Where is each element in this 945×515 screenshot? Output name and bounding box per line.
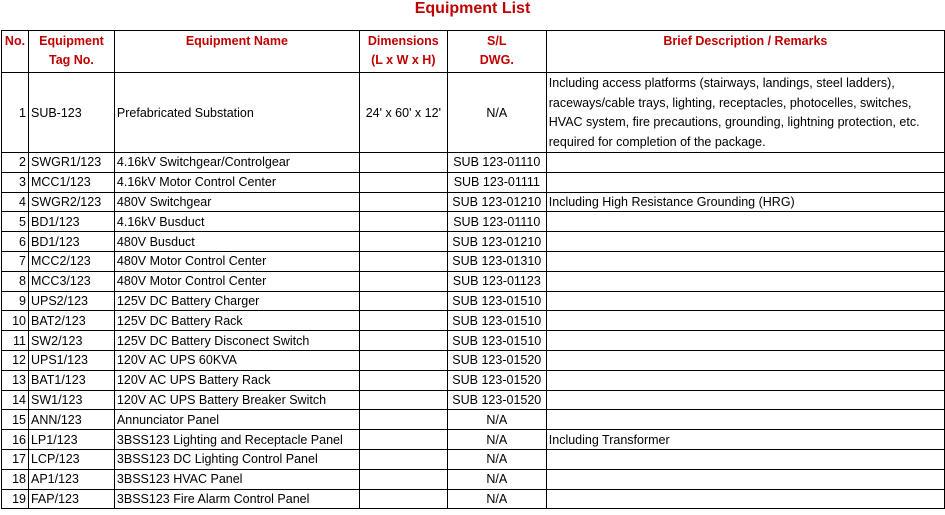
drawing-number: SUB 123-01510 bbox=[447, 331, 546, 351]
equipment-name: 4.16kV Motor Control Center bbox=[114, 172, 359, 192]
dimensions bbox=[359, 489, 447, 509]
remarks bbox=[546, 390, 944, 410]
drawing-number: N/A bbox=[447, 410, 546, 430]
dimensions bbox=[359, 232, 447, 252]
table-row bbox=[2, 390, 945, 410]
remarks bbox=[546, 251, 944, 271]
table-row bbox=[2, 73, 945, 153]
drawing-number: SUB 123-01510 bbox=[447, 311, 546, 331]
dimensions bbox=[359, 350, 447, 370]
drawing-number: SUB 123-01210 bbox=[447, 232, 546, 252]
equipment-name: 125V DC Battery Rack bbox=[114, 311, 359, 331]
header-dimensions: Dimensions (L x W x H) bbox=[359, 31, 447, 73]
equipment-name: 480V Busduct bbox=[114, 232, 359, 252]
drawing-number: SUB 123-01520 bbox=[447, 350, 546, 370]
dimensions bbox=[359, 469, 447, 489]
equipment-name: 120V AC UPS Battery Rack bbox=[114, 370, 359, 390]
equipment-tag: UPS2/123 bbox=[28, 291, 114, 311]
remarks bbox=[546, 212, 944, 232]
remarks bbox=[546, 449, 944, 469]
equipment-name: 3BSS123 DC Lighting Control Panel bbox=[114, 449, 359, 469]
remarks: Including High Resistance Grounding (HRG) bbox=[546, 192, 944, 212]
row-number: 3 bbox=[2, 172, 29, 192]
equipment-tag: SW2/123 bbox=[28, 331, 114, 351]
equipment-tag: SWGR1/123 bbox=[28, 153, 114, 173]
equipment-tag: BAT2/123 bbox=[28, 311, 114, 331]
remarks bbox=[546, 311, 944, 331]
dimensions bbox=[359, 251, 447, 271]
dimensions bbox=[359, 192, 447, 212]
dimensions bbox=[359, 212, 447, 232]
table-row bbox=[2, 410, 945, 430]
row-number: 17 bbox=[2, 449, 29, 469]
table-row bbox=[2, 430, 945, 450]
row-number: 9 bbox=[2, 291, 29, 311]
dimensions bbox=[359, 153, 447, 173]
row-number: 19 bbox=[2, 489, 29, 509]
equipment-name: 4.16kV Switchgear/Controlgear bbox=[114, 153, 359, 173]
row-number: 6 bbox=[2, 232, 29, 252]
drawing-number: N/A bbox=[447, 489, 546, 509]
equipment-name: 480V Switchgear bbox=[114, 192, 359, 212]
remarks bbox=[546, 153, 944, 173]
equipment-name: 4.16kV Busduct bbox=[114, 212, 359, 232]
drawing-number: N/A bbox=[447, 430, 546, 450]
remarks bbox=[546, 232, 944, 252]
dimensions bbox=[359, 410, 447, 430]
remarks bbox=[546, 291, 944, 311]
equipment-name: 120V AC UPS Battery Breaker Switch bbox=[114, 390, 359, 410]
remarks bbox=[546, 489, 944, 509]
remarks: Including Transformer bbox=[546, 430, 944, 450]
drawing-number: SUB 123-01123 bbox=[447, 271, 546, 291]
remarks bbox=[546, 469, 944, 489]
equipment-tag: SWGR2/123 bbox=[28, 192, 114, 212]
remarks bbox=[546, 172, 944, 192]
equipment-name: 3BSS123 HVAC Panel bbox=[114, 469, 359, 489]
dimensions bbox=[359, 291, 447, 311]
dimensions bbox=[359, 172, 447, 192]
row-number: 10 bbox=[2, 311, 29, 331]
remarks: Including access platforms (stairways, landings, steel ladders), raceways/cable trays, lighting, receptacles, photocelles, switches, HVAC system, fire precautions, grounding, lightning protection, etc. required for completion of the package. bbox=[546, 73, 944, 153]
dimensions bbox=[359, 271, 447, 291]
row-number: 11 bbox=[2, 331, 29, 351]
header-tag: Equipment Tag No. bbox=[28, 31, 114, 73]
equipment-tag: BD1/123 bbox=[28, 212, 114, 232]
page-title: Equipment List bbox=[414, 0, 531, 17]
drawing-number: N/A bbox=[447, 73, 546, 153]
equipment-tag: UPS1/123 bbox=[28, 350, 114, 370]
header-no: No. bbox=[2, 31, 29, 73]
equipment-name: 125V DC Battery Charger bbox=[114, 291, 359, 311]
dimensions: 24' x 60' x 12' bbox=[359, 73, 447, 153]
row-number: 1 bbox=[2, 73, 29, 153]
dimensions bbox=[359, 430, 447, 450]
row-number: 14 bbox=[2, 390, 29, 410]
drawing-number: N/A bbox=[447, 449, 546, 469]
remarks bbox=[546, 350, 944, 370]
row-number: 12 bbox=[2, 350, 29, 370]
dimensions bbox=[359, 311, 447, 331]
equipment-name: 125V DC Battery Disconect Switch bbox=[114, 331, 359, 351]
row-number: 18 bbox=[2, 469, 29, 489]
equipment-tag: ANN/123 bbox=[28, 410, 114, 430]
table-header-row bbox=[2, 31, 945, 73]
row-number: 5 bbox=[2, 212, 29, 232]
dimensions bbox=[359, 390, 447, 410]
drawing-number: SUB 123-01520 bbox=[447, 390, 546, 410]
row-number: 8 bbox=[2, 271, 29, 291]
equipment-tag: BD1/123 bbox=[28, 232, 114, 252]
table-row bbox=[2, 232, 945, 252]
table-row bbox=[2, 469, 945, 489]
equipment-tag: FAP/123 bbox=[28, 489, 114, 509]
equipment-tag: MCC1/123 bbox=[28, 172, 114, 192]
equipment-name: 3BSS123 Lighting and Receptacle Panel bbox=[114, 430, 359, 450]
equipment-tag: BAT1/123 bbox=[28, 370, 114, 390]
equipment-name: 120V AC UPS 60KVA bbox=[114, 350, 359, 370]
row-number: 15 bbox=[2, 410, 29, 430]
table-row bbox=[2, 212, 945, 232]
drawing-number: SUB 123-01111 bbox=[447, 172, 546, 192]
drawing-number: SUB 123-01210 bbox=[447, 192, 546, 212]
header-dwg: S/L DWG. bbox=[447, 31, 546, 73]
equipment-name: Prefabricated Substation bbox=[114, 73, 359, 153]
row-number: 16 bbox=[2, 430, 29, 450]
table-row bbox=[2, 153, 945, 173]
row-number: 2 bbox=[2, 153, 29, 173]
equipment-tag: AP1/123 bbox=[28, 469, 114, 489]
table-row bbox=[2, 449, 945, 469]
equipment-tag: LCP/123 bbox=[28, 449, 114, 469]
drawing-number: SUB 123-01110 bbox=[447, 153, 546, 173]
equipment-name: 480V Motor Control Center bbox=[114, 271, 359, 291]
dimensions bbox=[359, 370, 447, 390]
equipment-name: Annunciator Panel bbox=[114, 410, 359, 430]
dimensions bbox=[359, 449, 447, 469]
row-number: 7 bbox=[2, 251, 29, 271]
table-row bbox=[2, 271, 945, 291]
header-name: Equipment Name bbox=[114, 31, 359, 73]
table-body bbox=[2, 73, 945, 509]
drawing-number: SUB 123-01310 bbox=[447, 251, 546, 271]
equipment-tag: LP1/123 bbox=[28, 430, 114, 450]
row-number: 13 bbox=[2, 370, 29, 390]
equipment-name: 3BSS123 Fire Alarm Control Panel bbox=[114, 489, 359, 509]
equipment-table bbox=[1, 30, 945, 509]
drawing-number: SUB 123-01110 bbox=[447, 212, 546, 232]
equipment-tag: MCC3/123 bbox=[28, 271, 114, 291]
table-row bbox=[2, 192, 945, 212]
table-row bbox=[2, 370, 945, 390]
drawing-number: N/A bbox=[447, 469, 546, 489]
equipment-tag: SUB-123 bbox=[28, 73, 114, 153]
remarks bbox=[546, 331, 944, 351]
remarks bbox=[546, 410, 944, 430]
table-row bbox=[2, 489, 945, 509]
table-row bbox=[2, 331, 945, 351]
table-row bbox=[2, 172, 945, 192]
drawing-number: SUB 123-01520 bbox=[447, 370, 546, 390]
equipment-tag: SW1/123 bbox=[28, 390, 114, 410]
table-row bbox=[2, 311, 945, 331]
remarks bbox=[546, 370, 944, 390]
remarks bbox=[546, 271, 944, 291]
equipment-tag: MCC2/123 bbox=[28, 251, 114, 271]
table-row bbox=[2, 291, 945, 311]
dimensions bbox=[359, 331, 447, 351]
header-remarks: Brief Description / Remarks bbox=[546, 31, 944, 73]
equipment-name: 480V Motor Control Center bbox=[114, 251, 359, 271]
row-number: 4 bbox=[2, 192, 29, 212]
drawing-number: SUB 123-01510 bbox=[447, 291, 546, 311]
table-row bbox=[2, 350, 945, 370]
table-row bbox=[2, 251, 945, 271]
